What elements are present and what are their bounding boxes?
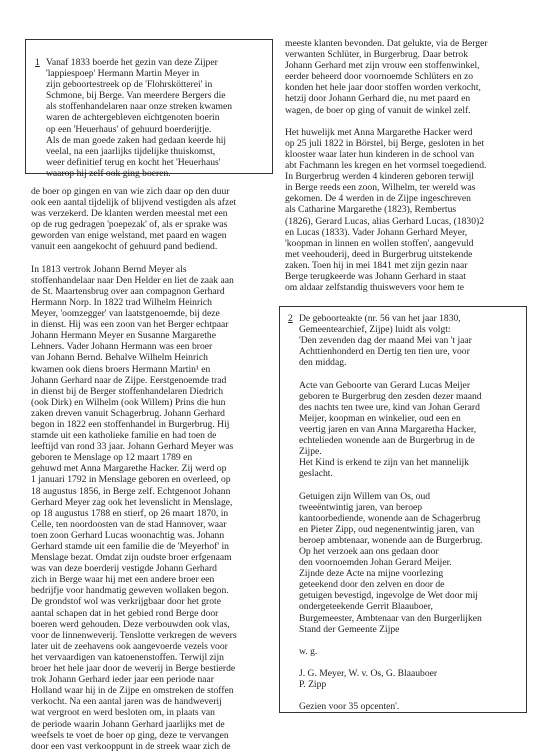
text-line: den voornoemden Johan Gerard Meijer. [299,557,452,569]
text-line: tweeëntwintig jaren, van beroep [299,501,423,513]
text-line: Burgemeester, Ambtenaar van den Burgerlijken [299,612,482,624]
text-line: ook een aantal tijdelijk of blijvend vestigden als afzet [31,197,237,209]
text-line: veelal, na een jaarlijks tijdelijke thuiskomst, [46,145,216,157]
text-line: was van deze boerderij vestigde Johann Gerhard [31,563,217,575]
text-line: geboren te Menslage op 12 maart 1789 en [31,452,193,464]
text-line: voor de linnenweverij. Tenslotte verkregen de wevers [31,629,237,641]
text-line: trok Johann Gerhard ieder jaar een periode naar [31,674,214,686]
text-line: waarop hij zelf ook ging boeren. [46,167,171,179]
text-line: Berge terugkeerde was Johann Gerhard in staat [285,270,466,282]
text-line: zijn geboortestreek op de 'Flohrskötterei' in [46,79,213,91]
text-line: Als de man goede zaken had gedaan keerde hij [46,134,227,146]
text-line: de periode waarin Johann Gerhard jaarlijks met de [31,718,225,730]
text-line: broer het hele jaar door de weverij in Berge bestierde [31,663,236,675]
text-line: zich in Berge waar hij met een andere broer een [31,574,215,586]
text-line: Getuigen zijn Willem van Os, oud [299,490,431,502]
text-line: Gerhard Meyer zag ook het levenslicht in Menslage, [31,496,233,508]
text-line: op 25 juli 1822 in Börstel, bij Berge, gesloten in het [285,137,485,149]
text-line: zaken. Toen hij in mei 1841 met zijn gezin naar [285,259,468,271]
text-line: op 18 augustus 1788 en stierf, op 26 maart 1870, in [31,507,229,519]
text-line: Celle, ten noordoosten van de stad Hannover, waar [31,518,227,530]
text-line: w. g. [299,645,318,657]
text-line: Hermann Norp. In 1822 trad Wilhelm Heinrich [31,296,212,308]
paragraph-gap [299,479,483,490]
text-line: de boer op gingen en van wie zich daar op den duur [31,186,230,197]
footnote-2-text [299,313,483,712]
text-line: toen zoon Gerhard Lucas woonachtig was. Johann [31,529,225,541]
text-line: verkocht. Na een aantal jaren was de handweverij [31,696,222,708]
text-line: getuigen bevestigd, ingevolge de Wet door mij [299,590,478,602]
text-line: geslacht. [299,468,333,480]
text-line: het vervaardigen van katoenenstoffen. Terwijl zijn [31,651,224,663]
text-line: Meijer, koopman en winkelier, oud een en [299,412,461,424]
text-line: Gemeentearchief, Zijpe) luidt als volgt: [299,324,451,336]
text-line: geteekend door den zelven en door de [299,579,445,591]
text-line: hetzij door Johann Gerhard die, nu met paard en [285,93,471,105]
text-line: des nachts ten twee ure, kind van Johan Gerard [299,401,480,413]
text-line: Op het verzoek aan ons gedaan door [299,545,439,557]
text-line: weefsels te voet de boer op ging, deze te vervangen [31,729,229,741]
text-line: Gezien voor 35 opcenten'. [299,701,400,713]
text-line: Achttienhonderd en Dertig ten tien ure, voor [299,346,470,358]
text-line: Vanaf 1833 boerde het gezin van deze Zijper [46,57,218,68]
text-line: om aldaar zelfstandig thuiswevers voor hem te [285,282,465,294]
text-line: den middag. [299,357,347,369]
text-line: konden het hele jaar door stoffen worden verkocht, [285,82,481,94]
text-line: met veehouderij, deed in Burgerbrug uitstekende [285,248,473,260]
text-line: gehuwd met Anna Margarethe Hacker. Zij werd op [31,463,227,475]
paragraph-gap [299,657,483,668]
text-line: waren de achtergebleven eïchtgenoten boerin [46,112,220,124]
text-line: Gerhard stamde uit een familie die de 'Meyerhof' in [31,541,229,552]
text-line: geboren te Burgerbrug den zesden dezer maand [299,390,482,402]
text-line: leeftijd van rond 33 jaar. Johann Gerhard Meyer was [31,441,234,453]
text-line: stoffenhandelaar naar Den Helder en liet de zaak aan [31,274,234,286]
paragraph-gap [299,635,483,646]
text-line: echtelieden wonende aan de Burgerbrug in de [299,435,475,447]
footnote-1-text [46,57,232,179]
text-line: als stoffenhandelaren naar onze streken kwamen [46,101,233,113]
text-line: abt Fachmann les kregen en het vormsel toegediend. [285,160,487,172]
right-column-text [285,38,488,293]
text-line: kwamen ook diens broers Hermann Martin¹ en [31,363,211,375]
text-line: vanuit een aangekocht of gehuurd pand bediend. [31,241,218,253]
text-line: boeren werd gehouden. Deze verbouwden ook vlas, [31,618,230,630]
text-line: was verzekerd. De klanten werden meestal met een [31,208,228,220]
text-line: In 1813 vertrok Johann Bernd Meyer als [31,263,187,275]
text-line: en Lucas (1833). Vader Johann Gerhard Meyer, [285,226,468,238]
text-line: 18 augustus 1856, in Berge zelf. Echtgenoot Johann [31,485,231,497]
text-line: begon in 1822 een stoffenhandel in Burgerbrug. Hij [31,418,230,430]
text-line: weer definitief terug en kocht het 'Heuerhaus' [46,156,221,168]
text-line: Holland waar hij in de Zijpe en omstreken de stoffen [31,685,234,697]
text-line: beroep ambtenaar, wonende aan de Burgerbrug. [299,534,483,546]
text-line: van Johann Bernd. Behalve Wilhelm Heinrich [31,352,208,364]
text-line: Zijpe. [299,446,322,458]
footnote-1-number: 1 [35,57,40,68]
text-line: in dienst bij de Berger stoffenhandelaren Diedrich [31,385,223,397]
text-line: als Catharine Margarethe (1823), Rembertus [285,204,457,216]
text-line: Meyer, 'oomzegger' van laatstgenoemde, bij deze [31,308,220,320]
text-line: P. Zipp [299,679,327,691]
text-line: Schmone, bij Berge. Van meerdere Bergers die [46,90,226,102]
text-line: eerder beheerd door voornoemde Schlüters en zo [285,71,474,83]
text-line: bedrijfje voor handmatig geweven wollaken begon. [31,585,229,597]
text-line: (ook Dirk) en Wilhelm (ook Willem) Prins die hun [31,396,226,408]
footnote-2-box [279,306,527,713]
text-line: veertig jaren en van Anna Margaretha Hacker, [299,423,477,435]
text-line: Johann Hermann Meyer en Susanne Margarethe [31,330,216,342]
text-line: Lehners. Vader Johann Hermann was een broer [31,341,213,353]
text-line: klooster waar later hun kinderen in de school van [285,148,475,160]
text-line: en Pieter Zipp, oud negenentwintig jaren, van [299,523,475,535]
text-line: later uit de zeehavens ook aangevoerde vezels voor [31,640,228,652]
paragraph-gap [299,368,483,379]
left-column-text [31,186,237,752]
text-line: door een vast verkooppunt in de streek waar zich de [31,740,231,752]
text-line: wagen, de boer op ging of vanuit de winkel zelf. [285,104,471,116]
text-line: stamde uit een katholieke familie en had toen de [31,430,217,442]
text-line: zaken dreven vanuit Schagerbrug. Johann Gerhard [31,407,225,419]
text-line: op een 'Heuerhaus' of gehuurd boerderijtje. [46,123,212,135]
text-line: Johann Gerhard naar de Zijpe. Eerstgenoemde trad [31,374,227,386]
footnote-2-number: 2 [288,313,293,324]
text-line: In Burgerbrug werden 4 kinderen geboren terwijl [285,171,474,183]
text-line: gekomen. De 4 werden in de Zijpe ingeschreven [285,193,471,205]
text-line: Zijnde deze Acte na mijne voorlezing [299,568,444,580]
text-line: 'koopman in linnen en wollen stoffen', aangevuld [285,237,474,249]
text-line: in dienst. Hij was een zoon van het Berger echtpaar [31,319,229,331]
paragraph-gap [31,253,237,264]
text-line: in Berge reeds een zoon, Wilhelm, ter wereld was [285,182,476,194]
text-line: 'Den zevenden dag der maand Mei van 't jaar [299,335,472,347]
text-line: verwanten Schlüter, in Burgerbrug. Daar betrok [285,49,468,61]
text-line: de St. Maartensbrug over aan compagnon Gerhard [31,285,225,297]
text-line: J. G. Meyer, W. v. Os, G. Blaauboer [299,668,438,679]
text-line: Johann Gerhard met zijn vrouw een stoffenwinkel, [285,60,480,72]
text-line: wat vergroot en werd besloten om, in plaats van [31,707,215,719]
text-line: op de rug gedragen 'poepezak' of, als er sprake was [31,219,228,231]
text-line: De grondstof wol was verkrijgbaar door het grote [31,596,221,608]
text-line: kantoorbediende, wonende aan de Schagerbrug [299,512,481,524]
text-line: De geboorteakte (nr. 56 van het jaar 1830, [299,313,461,324]
text-line: meeste klanten bevonden. Dat gelukte, via de Berger [285,38,488,49]
text-line: Het Kind is erkend te zijn van het mannelijk [299,457,469,469]
text-line: Menslage bezat. Omdat zijn oudste broer erfgenaam [31,552,232,564]
text-line: ondergeteekende Gerrit Blaauboer, [299,601,433,613]
text-line: aantal schapen dat in het gebied rond Berge door [31,607,219,619]
text-line: Acte van Geboorte van Gerard Lucas Meijer [299,379,471,391]
text-line: geworden van enige welstand, met paard en wagen [31,230,227,242]
paragraph-gap [299,690,483,701]
paragraph-gap [285,116,488,127]
text-line: (1826), Gerard Lucas, alias Gerhard Lucas, (1830)2 [285,215,484,227]
text-line: 'lappiespoep' Hermann Martin Meyer in [46,68,200,80]
text-line: Het huwelijk met Anna Margarethe Hacker werd [285,126,473,138]
footnote-1-box [25,39,273,179]
text-line: 1 januari 1792 in Menslage geboren en overleed, op [31,474,231,486]
text-line: Stand der Gemeente Zijpe [299,623,400,635]
